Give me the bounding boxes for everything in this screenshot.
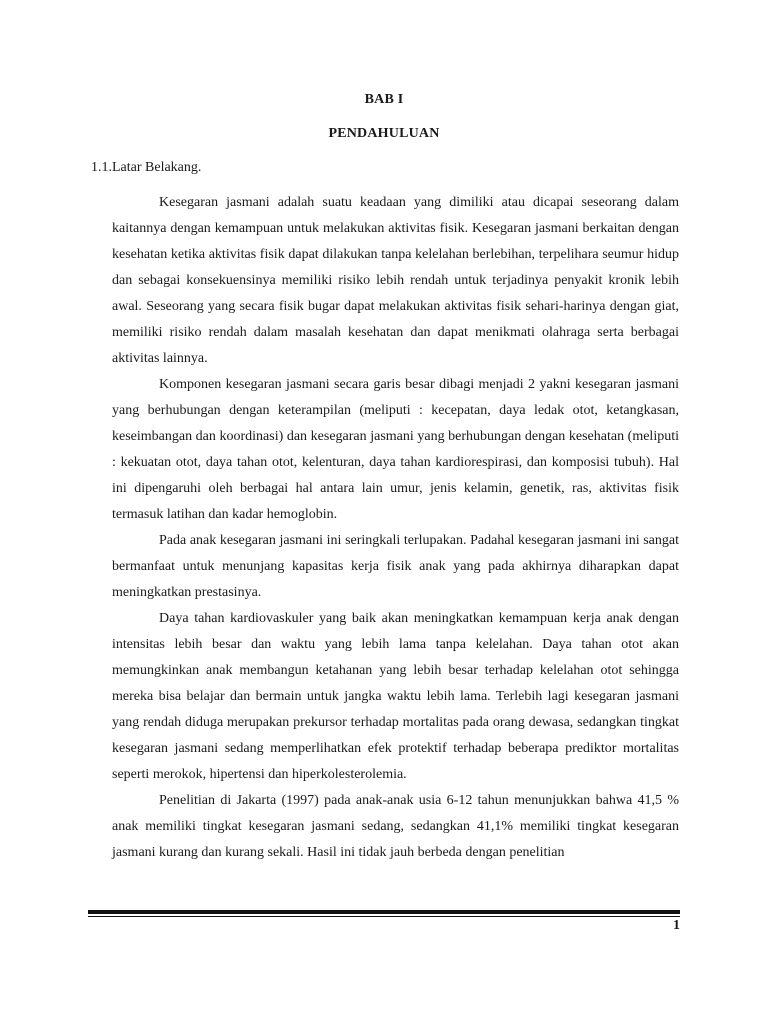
paragraph: Komponen kesegaran jasmani secara garis besar dibagi menjadi 2 yakni kesegaran jasmani yang berhubungan dengan keterampilan (meliputi : kecepatan, daya ledak otot, ketangkasan, keseimbangan dan koordinasi) dan kesegaran jasmani yang berhubungan dengan kesehatan (meliputi : kekuatan otot, daya tahan otot, kelenturan, daya tahan kardiorespirasi, dan komposisi tubuh). Hal ini dipengaruhi oleh berbagai hal antara lain umur, jenis kelamin, genetik, ras, aktivitas fisik termasuk latihan dan kadar hemoglobin. — [112, 377, 679, 522]
body-text — [112, 190, 679, 866]
footer-rule-thick — [88, 910, 680, 914]
paragraph: Kesegaran jasmani adalah suatu keadaan yang dimiliki atau dicapai seseorang dalam kaitannya dengan kemampuan untuk melakukan aktivitas fisik. Kesegaran jasmani berkaitan dengan kesehatan ketika aktivitas fisik dapat dilakukan tanpa kelelahan berlebihan, terpelihara seumur hidup dan sebagai konsekuensinya memiliki risiko lebih rendah untuk terjadinya penyakit kronik lebih awal. Seseorang yang secara fisik bugar dapat melakukan aktivitas fisik sehari-harinya dengan giat, memiliki risiko rendah dalam masalah kesehatan dan dapat menikmati olahraga serta berbagai aktivitas lainnya. — [112, 195, 679, 366]
paragraph: Pada anak kesegaran jasmani ini seringkali terlupakan. Padahal kesegaran jasmani ini sangat bermanfaat untuk menunjang kapasitas kerja fisik anak yang pada akhirnya diharapkan dapat meningkatkan prestasinya. — [112, 533, 679, 600]
footer-rule-thin — [88, 916, 680, 917]
chapter-title: PENDAHULUAN — [328, 126, 440, 141]
page-number: 1 — [673, 918, 680, 933]
paragraph: Penelitian di Jakarta (1997) pada anak-anak usia 6-12 tahun menunjukkan bahwa 41,5 % anak memiliki tingkat kesegaran jasmani sedang, sedangkan 41,1% memiliki tingkat kesegaran jasmani kurang dan kurang sekali. Hasil ini tidak jauh berbeda dengan penelitian — [112, 793, 679, 860]
paragraph: Daya tahan kardiovaskuler yang baik akan meningkatkan kemampuan kerja anak dengan intensitas lebih besar dan waktu yang lebih lama tanpa kelelahan. Daya tahan otot akan memungkinkan anak membangun ketahanan yang lebih besar terhadap kelelahan otot sehingga mereka bisa belajar dan bermain untuk jangka waktu lebih lama. Terlebih lagi kesegaran jasmani yang rendah diduga merupakan prekursor terhadap mortalitas pada orang dewasa, sedangkan tingkat kesegaran jasmani sedang memperlihatkan efek protektif terhadap beberapa prediktor mortalitas seperti merokok, hipertensi dan hiperkolesterolemia. — [112, 611, 679, 782]
section-heading: 1.1.Latar Belakang. — [91, 160, 202, 175]
chapter-number: BAB I — [364, 92, 404, 107]
